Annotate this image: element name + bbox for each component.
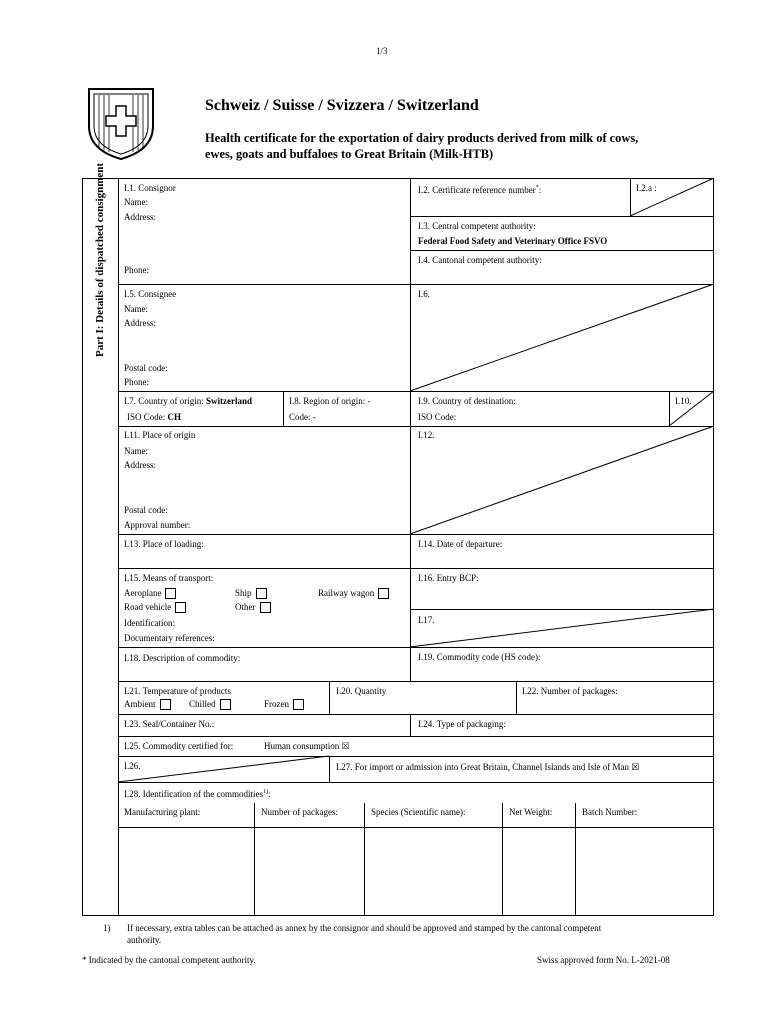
i11-approval-number-label: Approval number:	[124, 520, 191, 530]
i1-consignor-label: I.1. Consignor	[124, 183, 176, 193]
i17-label: I.17.	[418, 615, 435, 625]
footer-form-number: Swiss approved form No. L-2021-08	[537, 955, 670, 965]
i21-temperature-label: I.21. Temperature of products	[124, 686, 231, 696]
i6-label: I.6.	[418, 289, 430, 299]
railway-checkbox[interactable]	[378, 588, 389, 599]
i25-certified-for-label: I.25. Commodity certified for:	[124, 741, 234, 751]
table-header-species: Species (Scientific name):	[371, 807, 466, 817]
documentary-references-label: Documentary references:	[124, 633, 215, 643]
other-option: Other	[235, 602, 271, 613]
i19-commodity-code-label: I.19. Commodity code (HS code):	[418, 652, 541, 662]
strike-i26	[118, 756, 329, 782]
i28-identification-label: I.28. Identification of the commodities$^{1)}$:	[124, 789, 271, 799]
i1-phone-label: Phone:	[124, 265, 150, 275]
identification-label: Identification:	[124, 618, 175, 628]
railway-option: Railway wagon	[318, 588, 389, 599]
i11-name-label: Name:	[124, 446, 148, 456]
i23-seal-label: I.23. Seal/Container No.:	[124, 719, 215, 729]
i22-packages-label: I.22. Number of packages:	[522, 686, 618, 696]
other-checkbox[interactable]	[260, 602, 271, 613]
footnote-line1: If necessary, extra tables can be attached as annex by the consignor and should be approved and stamped by the cantonal competent	[127, 923, 602, 933]
i18-description-label: I.18. Description of commodity:	[124, 653, 241, 663]
i5-address-label: Address:	[124, 318, 156, 328]
road-vehicle-checkbox[interactable]	[175, 602, 186, 613]
ambient-option: Ambient	[124, 699, 171, 710]
i15-means-transport-label: I.15. Means of transport:	[124, 573, 214, 583]
document-title-line1: Health certificate for the exportation of dairy products derived from milk of cows,	[205, 131, 639, 145]
i8-region-origin: I.8. Region of origin: -	[289, 396, 371, 406]
aeroplane-checkbox[interactable]	[165, 588, 176, 599]
i11-place-origin-label: I.11. Place of origin	[124, 430, 196, 440]
i4-cantonal-authority-label: I.4. Cantonal competent authority:	[418, 255, 542, 265]
i2-reference-label: I.2. Certificate reference number*:	[418, 185, 542, 195]
i5-phone-label: Phone:	[124, 377, 150, 387]
i24-packaging-label: I.24. Type of packaging:	[418, 719, 506, 729]
i9-country-destination: I.9. Country of destination:	[418, 396, 516, 406]
i11-postal-code-label: Postal code:	[124, 505, 168, 515]
i5-postal-code-label: Postal code:	[124, 363, 168, 373]
frozen-checkbox[interactable]	[293, 699, 304, 710]
table-header-net-weight: Net Weight:	[509, 807, 553, 817]
strike-i17	[410, 609, 714, 647]
i13-place-loading-label: I.13. Place of loading:	[124, 539, 204, 549]
aeroplane-option: Aeroplane	[124, 588, 176, 599]
i20-quantity-label: I.20. Quantity	[336, 686, 387, 696]
i3-authority-value: Federal Food Safety and Veterinary Office FSVO	[418, 236, 608, 246]
footnote-line2: authority.	[127, 935, 162, 945]
i25-human-consumption-value: Human consumption ☒	[264, 741, 350, 751]
ship-checkbox[interactable]	[256, 588, 267, 599]
i10-label: I.10.	[675, 396, 692, 406]
i8-code: Code: -	[289, 412, 316, 422]
i16-entry-bcp-label: I.16. Entry BCP:	[418, 573, 479, 583]
strike-i6	[410, 284, 714, 391]
table-header-number-packages: Number of packages:	[261, 807, 338, 817]
road-vehicle-option: Road vehicle	[124, 602, 186, 613]
chilled-checkbox[interactable]	[220, 699, 231, 710]
footnote-number: 1)	[103, 923, 111, 933]
i5-name-label: Name:	[124, 304, 148, 314]
footer-asterisk-note: * Indicated by the cantonal competent authority.	[82, 955, 256, 965]
chilled-option: Chilled	[189, 699, 231, 710]
ambient-checkbox[interactable]	[160, 699, 171, 710]
side-label: Part I: Details of dispatched consignment	[94, 162, 106, 357]
table-header-batch-number: Batch Number:	[582, 807, 638, 817]
i1-name-label: Name:	[124, 197, 148, 207]
i9-iso-code: ISO Code:	[418, 412, 457, 422]
i12-label: I.12.	[418, 430, 435, 440]
i5-consignee-label: I.5. Consignee	[124, 289, 177, 299]
i2a-label: I.2.a :	[636, 183, 657, 193]
ship-option: Ship	[235, 588, 267, 599]
i26-label: I.26.	[124, 761, 141, 771]
country-heading: Schweiz / Suisse / Svizzera / Switzerland	[205, 97, 479, 114]
document-title-line2: ewes, goats and buffaloes to Great Britain (Milk-HTB)	[205, 147, 494, 161]
i27-import-label: I.27. For import or admission into Great Britain, Channel Islands and Isle of Man ☒	[336, 762, 640, 772]
table-header-manufacturing-plant: Manufacturing plant:	[124, 807, 201, 817]
i7-iso-code: ISO Code: CH	[127, 412, 181, 422]
i7-country-origin: I.7. Country of origin: Switzerland	[124, 396, 252, 406]
i1-address-label: Address:	[124, 212, 156, 222]
frozen-option: Frozen	[264, 699, 304, 710]
i14-date-departure-label: I.14. Date of departure:	[418, 539, 503, 549]
i11-address-label: Address:	[124, 460, 156, 470]
strike-i12	[410, 426, 714, 534]
i3-authority-label: I.3. Central competent authority:	[418, 221, 536, 231]
page-number: 1/3	[376, 46, 388, 56]
